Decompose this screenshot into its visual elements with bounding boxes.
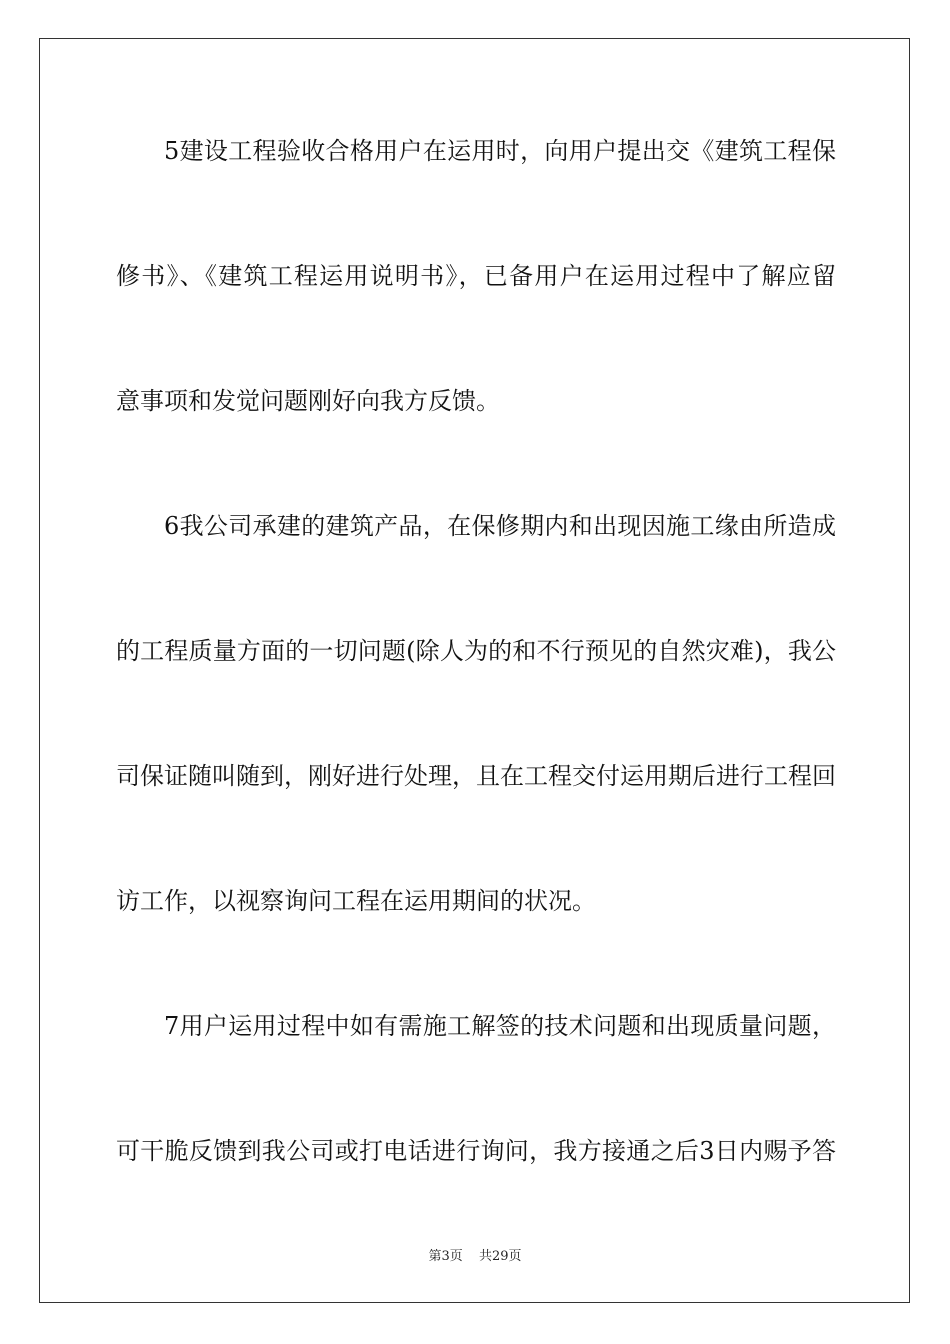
- page-border: [39, 38, 910, 1303]
- paragraph-6-line-2: 的工程质量方面的一切问题(除人为的和不行预见的自然灾难)，我公: [116, 637, 836, 665]
- page-total: 共29页: [478, 1249, 522, 1264]
- paragraph-6-line-1: 6我公司承建的建筑产品，在保修期内和出现因施工缘由所造成: [164, 512, 836, 540]
- page-footer: [0, 1245, 950, 1264]
- paragraph-6-line-4: 访工作，以视察询问工程在运用期间的状况。: [116, 887, 596, 915]
- paragraph-5-line-3: 意事项和发觉问题刚好向我方反馈。: [116, 387, 500, 415]
- paragraph-7-line-2: 可干脆反馈到我公司或打电话进行询问，我方接通之后3日内赐予答: [116, 1137, 836, 1165]
- paragraph-7-line-1: 7用户运用过程中如有需施工解签的技术问题和出现质量问题，: [164, 1012, 836, 1040]
- paragraph-6-line-3: 司保证随叫随到，刚好进行处理，且在工程交付运用期后进行工程回: [116, 762, 836, 790]
- paragraph-5-line-2: 修书》、《建筑工程运用说明书》，已备用户在运用过程中了解应留: [116, 262, 836, 290]
- page-number: 第3页: [428, 1249, 463, 1264]
- paragraph-5-line-1: 5建设工程验收合格用户在运用时，向用户提出交《建筑工程保: [164, 137, 836, 165]
